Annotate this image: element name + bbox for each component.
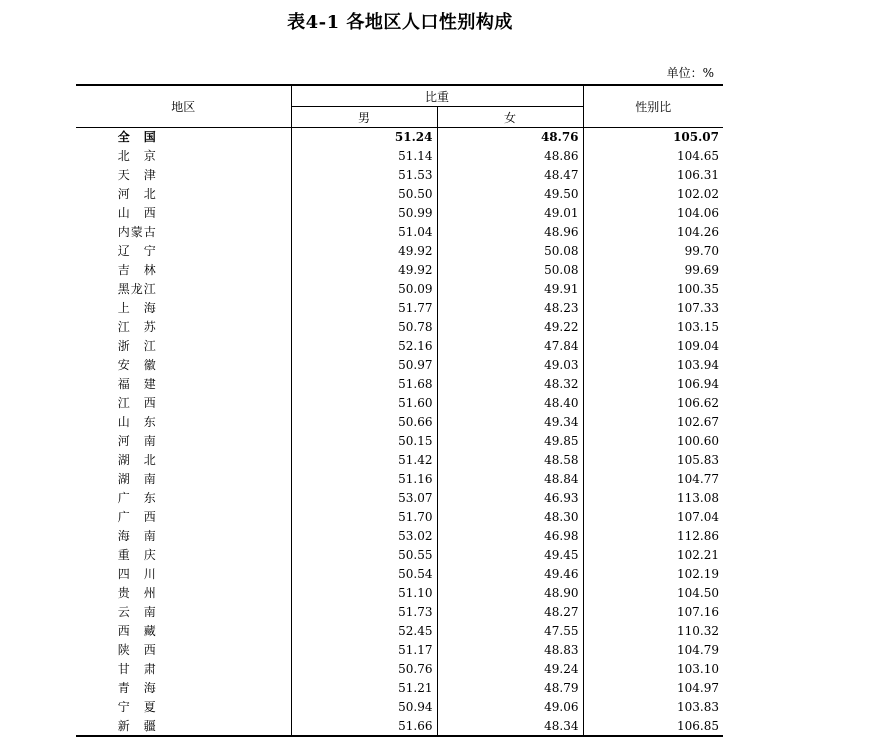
female-cell: 49.50 <box>437 185 583 204</box>
table-row <box>76 583 723 602</box>
male-cell: 51.53 <box>291 166 437 185</box>
ratio-cell: 106.94 <box>677 377 720 392</box>
female-cell: 48.30 <box>437 507 583 526</box>
table-row <box>76 299 723 318</box>
male-cell: 51.21 <box>291 678 437 697</box>
header-share: 比重 <box>291 85 583 107</box>
table-row <box>76 640 723 659</box>
region-cell: 安 徽 <box>76 356 291 375</box>
region-cell: 贵 州 <box>76 583 291 602</box>
region-cell: 江 西 <box>76 394 291 413</box>
table-row <box>76 450 723 469</box>
female-cell: 49.06 <box>437 697 583 716</box>
region-cell: 河 南 <box>76 432 291 451</box>
male-cell: 51.24 <box>291 128 437 147</box>
ratio-cell: 102.67 <box>677 415 720 430</box>
male-cell: 50.15 <box>291 432 437 451</box>
table-row <box>76 204 723 223</box>
region-cell: 天 津 <box>76 166 291 185</box>
table-row <box>76 223 723 242</box>
ratio-cell: 104.26 <box>677 225 720 240</box>
table-row <box>76 280 723 299</box>
region-cell: 西 藏 <box>76 621 291 640</box>
table-row <box>76 488 723 507</box>
male-cell: 51.70 <box>291 507 437 526</box>
table-row <box>76 697 723 716</box>
male-cell: 50.76 <box>291 659 437 678</box>
table-row <box>76 564 723 583</box>
ratio-cell: 104.65 <box>677 149 720 164</box>
region-cell: 陕 西 <box>76 640 291 659</box>
ratio-cell: 103.10 <box>677 661 720 676</box>
region-cell: 黑龙江 <box>76 280 291 299</box>
ratio-cell: 110.32 <box>677 623 720 638</box>
female-cell: 48.96 <box>437 223 583 242</box>
region-cell: 浙 江 <box>76 337 291 356</box>
female-cell: 46.93 <box>437 488 583 507</box>
ratio-cell: 102.19 <box>677 566 720 581</box>
ratio-cell: 100.60 <box>677 433 720 448</box>
table-row <box>76 185 723 204</box>
unit-label: 单位：% <box>666 66 714 80</box>
female-cell: 48.79 <box>437 678 583 697</box>
ratio-cell: 104.06 <box>677 206 720 221</box>
female-cell: 49.03 <box>437 356 583 375</box>
ratio-cell: 103.94 <box>677 358 720 373</box>
female-cell: 49.01 <box>437 204 583 223</box>
table-row <box>76 128 723 147</box>
male-cell: 51.17 <box>291 640 437 659</box>
header-ratio: 性别比 <box>583 85 723 128</box>
table-row <box>76 526 723 545</box>
ratio-cell: 112.86 <box>677 528 720 543</box>
table-row <box>76 678 723 697</box>
table-row <box>76 337 723 356</box>
ratio-cell: 106.62 <box>677 396 720 411</box>
region-cell: 广 东 <box>76 488 291 507</box>
female-cell: 48.34 <box>437 716 583 736</box>
region-cell: 全 国 <box>76 128 291 147</box>
female-cell: 49.34 <box>437 413 583 432</box>
table-row <box>76 356 723 375</box>
table-row <box>76 716 723 736</box>
ratio-cell: 113.08 <box>677 490 720 505</box>
region-cell: 广 西 <box>76 507 291 526</box>
table-row <box>76 621 723 640</box>
male-cell: 51.68 <box>291 375 437 394</box>
region-cell: 湖 北 <box>76 450 291 469</box>
header-male: 男 <box>291 107 437 128</box>
region-cell: 山 西 <box>76 204 291 223</box>
ratio-cell: 106.85 <box>583 716 723 736</box>
ratio-cell: 102.21 <box>677 547 720 562</box>
population-sex-table <box>76 84 723 737</box>
ratio-cell: 104.77 <box>677 471 720 486</box>
female-cell: 48.84 <box>437 469 583 488</box>
female-cell: 48.83 <box>437 640 583 659</box>
region-cell: 青 海 <box>76 678 291 697</box>
region-cell: 吉 林 <box>76 261 291 280</box>
ratio-cell: 106.31 <box>677 168 720 183</box>
female-cell: 48.23 <box>437 299 583 318</box>
male-cell: 49.92 <box>291 242 437 261</box>
male-cell: 53.07 <box>291 488 437 507</box>
ratio-cell: 104.97 <box>677 680 720 695</box>
female-cell: 50.08 <box>437 242 583 261</box>
male-cell: 50.55 <box>291 545 437 564</box>
ratio-cell: 105.07 <box>673 130 720 145</box>
male-cell: 52.45 <box>291 621 437 640</box>
table-row <box>76 507 723 526</box>
female-cell: 48.58 <box>437 450 583 469</box>
table-row <box>76 602 723 621</box>
ratio-cell: 103.83 <box>677 699 720 714</box>
male-cell: 50.78 <box>291 318 437 337</box>
male-cell: 50.94 <box>291 697 437 716</box>
table-row <box>76 413 723 432</box>
region-cell: 江 苏 <box>76 318 291 337</box>
table-row <box>76 166 723 185</box>
male-cell: 52.16 <box>291 337 437 356</box>
female-cell: 49.45 <box>437 545 583 564</box>
female-cell: 48.47 <box>437 166 583 185</box>
region-cell: 新 疆 <box>76 716 291 736</box>
female-cell: 49.24 <box>437 659 583 678</box>
ratio-cell: 100.35 <box>677 282 720 297</box>
male-cell: 50.54 <box>291 564 437 583</box>
female-cell: 48.86 <box>437 147 583 166</box>
region-cell: 上 海 <box>76 299 291 318</box>
ratio-cell: 107.04 <box>677 509 720 524</box>
table-row <box>76 394 723 413</box>
female-cell: 48.27 <box>437 602 583 621</box>
region-cell: 云 南 <box>76 602 291 621</box>
table-row <box>76 318 723 337</box>
region-cell: 河 北 <box>76 185 291 204</box>
male-cell: 53.02 <box>291 526 437 545</box>
table-row <box>76 147 723 166</box>
ratio-cell: 109.04 <box>677 339 720 354</box>
male-cell: 51.77 <box>291 299 437 318</box>
region-cell: 宁 夏 <box>76 697 291 716</box>
table-row <box>76 659 723 678</box>
male-cell: 50.66 <box>291 413 437 432</box>
female-cell: 49.91 <box>437 280 583 299</box>
table-row <box>76 432 723 451</box>
female-cell: 48.76 <box>437 128 583 147</box>
page-title: 表4-1 各地区人口性别构成 <box>287 12 513 33</box>
male-cell: 50.09 <box>291 280 437 299</box>
male-cell: 51.42 <box>291 450 437 469</box>
header-female: 女 <box>437 107 583 128</box>
male-cell: 51.66 <box>291 716 437 736</box>
ratio-cell: 103.15 <box>677 320 720 335</box>
region-cell: 福 建 <box>76 375 291 394</box>
table-row <box>76 469 723 488</box>
female-cell: 49.85 <box>437 432 583 451</box>
ratio-cell: 104.79 <box>677 642 720 657</box>
female-cell: 47.84 <box>437 337 583 356</box>
region-cell: 山 东 <box>76 413 291 432</box>
ratio-cell: 105.83 <box>677 452 720 467</box>
table-row <box>76 261 723 280</box>
region-cell: 湖 南 <box>76 469 291 488</box>
female-cell: 48.40 <box>437 394 583 413</box>
male-cell: 51.10 <box>291 583 437 602</box>
table-row <box>76 545 723 564</box>
female-cell: 46.98 <box>437 526 583 545</box>
female-cell: 49.46 <box>437 564 583 583</box>
male-cell: 49.92 <box>291 261 437 280</box>
ratio-cell: 104.50 <box>677 585 720 600</box>
male-cell: 51.16 <box>291 469 437 488</box>
ratio-cell: 99.69 <box>684 263 720 278</box>
female-cell: 50.08 <box>437 261 583 280</box>
header-region: 地区 <box>76 85 291 128</box>
ratio-cell: 102.02 <box>677 187 720 202</box>
female-cell: 48.90 <box>437 583 583 602</box>
female-cell: 49.22 <box>437 318 583 337</box>
region-cell: 甘 肃 <box>76 659 291 678</box>
region-cell: 内蒙古 <box>76 223 291 242</box>
table-row <box>76 375 723 394</box>
region-cell: 四 川 <box>76 564 291 583</box>
female-cell: 47.55 <box>437 621 583 640</box>
ratio-cell: 107.16 <box>677 604 720 619</box>
female-cell: 48.32 <box>437 375 583 394</box>
male-cell: 51.73 <box>291 602 437 621</box>
ratio-cell: 107.33 <box>677 301 720 316</box>
region-cell: 海 南 <box>76 526 291 545</box>
table-row <box>76 242 723 261</box>
ratio-cell: 99.70 <box>684 244 720 259</box>
region-cell: 辽 宁 <box>76 242 291 261</box>
male-cell: 50.99 <box>291 204 437 223</box>
male-cell: 51.14 <box>291 147 437 166</box>
male-cell: 51.60 <box>291 394 437 413</box>
male-cell: 50.97 <box>291 356 437 375</box>
male-cell: 50.50 <box>291 185 437 204</box>
male-cell: 51.04 <box>291 223 437 242</box>
region-cell: 重 庆 <box>76 545 291 564</box>
table-body <box>76 128 723 737</box>
region-cell: 北 京 <box>76 147 291 166</box>
